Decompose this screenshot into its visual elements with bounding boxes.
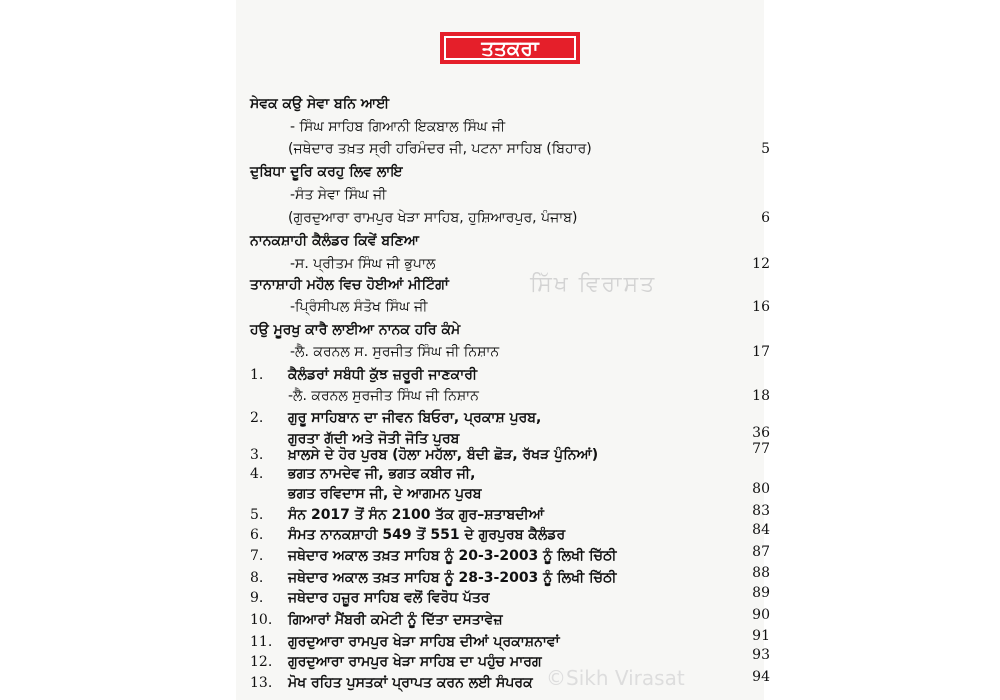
item-subtitle: -ਲੈ. ਕਰਨਲ ਸੁਰਜੀਤ ਸਿੰਘ ਜੀ ਨਿਸ਼ਾਨ — [288, 388, 479, 404]
item-title: ਸੰਨ 2017 ਤੋਂ ਸੰਨ 2100 ਤੱਕ ਗੁਰ–ਸ਼ਤਾਬਦੀਆਂ — [288, 507, 544, 523]
item-page-number: 83 — [752, 503, 770, 519]
item-title: ਗੁਰੂ ਸਾਹਿਬਾਨ ਦਾ ਜੀਵਨ ਬਿਓਰਾ, ਪ੍ਰਕਾਸ਼ ਪੁਰਬ, — [288, 410, 542, 426]
item-page-number: 91 — [752, 628, 770, 644]
entry-author-detail: (ਗੁਰਦੁਆਰਾ ਰਾਮਪੁਰ ਖੇੜਾ ਸਾਹਿਬ, ਹੁਸ਼ਿਆਰਪੁਰ, ਪੰਜਾਬ) — [288, 210, 578, 226]
entry-author: -ਲੈ. ਕਰਨਲ ਸ. ਸੁਰਜੀਤ ਸਿੰਘ ਜੀ ਨਿਸ਼ਾਨ — [290, 344, 500, 360]
watermark-text: ਸਿੱਖ ਵਿਰਾਸਤ — [530, 272, 657, 297]
item-number: 4. — [250, 466, 264, 482]
item-page-number: 80 — [752, 481, 770, 497]
entry-author: -ਸ. ਪ੍ਰੀਤਮ ਸਿੰਘ ਜੀ ਭੁਪਾਲ — [290, 256, 436, 272]
item-page-number: 94 — [752, 669, 770, 685]
entry-heading: ਨਾਨਕਸ਼ਾਹੀ ਕੈਲੰਡਰ ਕਿਵੇਂ ਬਣਿਆ — [250, 233, 420, 249]
entry-page-number: 17 — [752, 344, 770, 360]
item-page-number: 36 — [752, 425, 770, 441]
item-number: 7. — [250, 548, 264, 564]
item-subtitle: ਗੁਰਤਾ ਗੱਦੀ ਅਤੇ ਜੋਤੀ ਜੋਤਿ ਪੁਰਬ — [288, 431, 460, 447]
item-page-number: 87 — [752, 544, 770, 560]
item-page-number: 77 — [752, 441, 770, 457]
entry-author: -ਪ੍ਰਿੰਸੀਪਲ ਸੰਤੋਖ ਸਿੰਘ ਜੀ — [290, 299, 428, 315]
entry-heading: ਦੁਬਿਧਾ ਦੂਰਿ ਕਰਹੁ ਲਿਵ ਲਾਇ — [250, 164, 403, 180]
item-title: ਕੈਲੰਡਰਾਂ ਸਬੰਧੀ ਕੁੱਝ ਜ਼ਰੂਰੀ ਜਾਣਕਾਰੀ — [288, 367, 478, 383]
item-number: 3. — [250, 447, 264, 463]
item-title: ਗਿਆਰਾਂ ਮੈਂਬਰੀ ਕਮੇਟੀ ਨੂੰ ਦਿੱਤਾ ਦਸਤਾਵੇਜ਼ — [288, 612, 503, 628]
contents-title-box — [440, 32, 580, 64]
item-page-number: 89 — [752, 585, 770, 601]
item-title: ਭਗਤ ਨਾਮਦੇਵ ਜੀ, ਭਗਤ ਕਬੀਰ ਜੀ, — [288, 466, 476, 482]
entry-heading: ਸੇਵਕ ਕਉ ਸੇਵਾ ਬਨਿ ਆਈ — [250, 96, 390, 112]
entry-page-number: 12 — [752, 256, 770, 272]
item-number: 9. — [250, 590, 264, 606]
copyright-watermark: ©Sikh Virasat — [546, 666, 685, 690]
item-page-number: 93 — [752, 647, 770, 663]
entry-page-number: 16 — [752, 299, 770, 315]
item-number: 11. — [250, 634, 273, 650]
entry-author: - ਸਿੰਘ ਸਾਹਿਬ ਗਿਆਨੀ ਇਕਬਾਲ ਸਿੰਘ ਜੀ — [290, 119, 506, 135]
item-title: ਸੰਮਤ ਨਾਨਕਸ਼ਾਹੀ 549 ਤੋਂ 551 ਦੇ ਗੁਰਪੁਰਬ ਕੈਲੰਡਰ — [288, 527, 566, 543]
item-number: 8. — [250, 570, 264, 586]
item-number: 6. — [250, 527, 264, 543]
contents-title: ਤਤਕਰਾ — [444, 36, 576, 60]
item-subtitle: ਭਗਤ ਰਵਿਦਾਸ ਜੀ, ਦੇ ਆਗਮਨ ਪੁਰਬ — [288, 486, 482, 502]
item-page-number: 84 — [752, 522, 770, 538]
entry-heading: ਤਾਨਾਸ਼ਾਹੀ ਮਹੌਲ ਵਿਚ ਹੋਈਆਂ ਮੀਟਿੰਗਾਂ — [250, 277, 449, 293]
item-title: ਗੁਰਦੁਆਰਾ ਰਾਮਪੁਰ ਖੇੜਾ ਸਾਹਿਬ ਦਾ ਪਹੁੰਚ ਮਾਰਗ — [288, 654, 542, 670]
entry-author-detail: (ਜਥੇਦਾਰ ਤਖ਼ਤ ਸ੍ਰੀ ਹਰਿਮੰਦਰ ਜੀ, ਪਟਨਾ ਸਾਹਿਬ (ਬਿਹਾਰ) — [288, 141, 592, 157]
entry-page-number: 6 — [761, 210, 770, 226]
item-page-number: 88 — [752, 565, 770, 581]
item-number: 5. — [250, 507, 264, 523]
item-title: ਜਥੇਦਾਰ ਅਕਾਲ ਤਖ਼ਤ ਸਾਹਿਬ ਨੂੰ 28-3-2003 ਨੂੰ ਲਿਖੀ ਚਿੱਠੀ — [288, 570, 617, 586]
entry-heading: ਹਉ ਮੂਰਖੁ ਕਾਰੈ ਲਾਈਆ ਨਾਨਕ ਹਰਿ ਕੰਮੇ — [250, 322, 461, 338]
item-number: 1. — [250, 367, 264, 383]
item-title: ਜਥੇਦਾਰ ਹਜ਼ੂਰ ਸਾਹਿਬ ਵਲੋਂ ਵਿਰੋਧ ਪੱਤਰ — [288, 590, 490, 606]
item-title: ਜਥੇਦਾਰ ਅਕਾਲ ਤਖ਼ਤ ਸਾਹਿਬ ਨੂੰ 20-3-2003 ਨੂੰ ਲਿਖੀ ਚਿੱਠੀ — [288, 548, 617, 564]
item-page-number: 90 — [752, 607, 770, 623]
item-number: 13. — [250, 675, 273, 691]
item-title: ਮੋਖ ਰਹਿਤ ਪੁਸਤਕਾਂ ਪ੍ਰਾਪਤ ਕਰਨ ਲਈ ਸੰਪਰਕ — [288, 675, 533, 691]
entry-page-number: 5 — [761, 141, 770, 157]
item-number: 2. — [250, 410, 264, 426]
item-page-number: 18 — [752, 388, 770, 404]
item-title: ਖ਼ਾਲਸੇ ਦੇ ਹੋਰ ਪੁਰਬ (ਹੋਲਾ ਮਹੱਲਾ, ਬੰਦੀ ਛੋੜ, ਰੱਖੜ ਪੁੰਨਿਆਂ) — [288, 447, 599, 463]
entry-author: -ਸੰਤ ਸੇਵਾ ਸਿੰਘ ਜੀ — [290, 187, 387, 203]
item-number: 12. — [250, 654, 273, 670]
item-title: ਗੁਰਦੁਆਰਾ ਰਾਮਪੁਰ ਖੇੜਾ ਸਾਹਿਬ ਦੀਆਂ ਪ੍ਰਕਾਸ਼ਨਾਵਾਂ — [288, 634, 560, 650]
item-number: 10. — [250, 612, 273, 628]
